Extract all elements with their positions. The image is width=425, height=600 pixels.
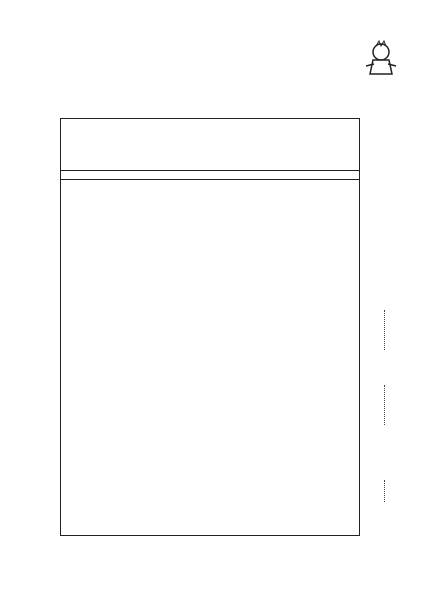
dotted-line-2: [384, 385, 385, 425]
writing-grid-body: [60, 170, 360, 536]
dotted-line-3: [384, 480, 385, 502]
dotted-line-1: [384, 310, 385, 350]
stamp-logo: [360, 38, 402, 80]
